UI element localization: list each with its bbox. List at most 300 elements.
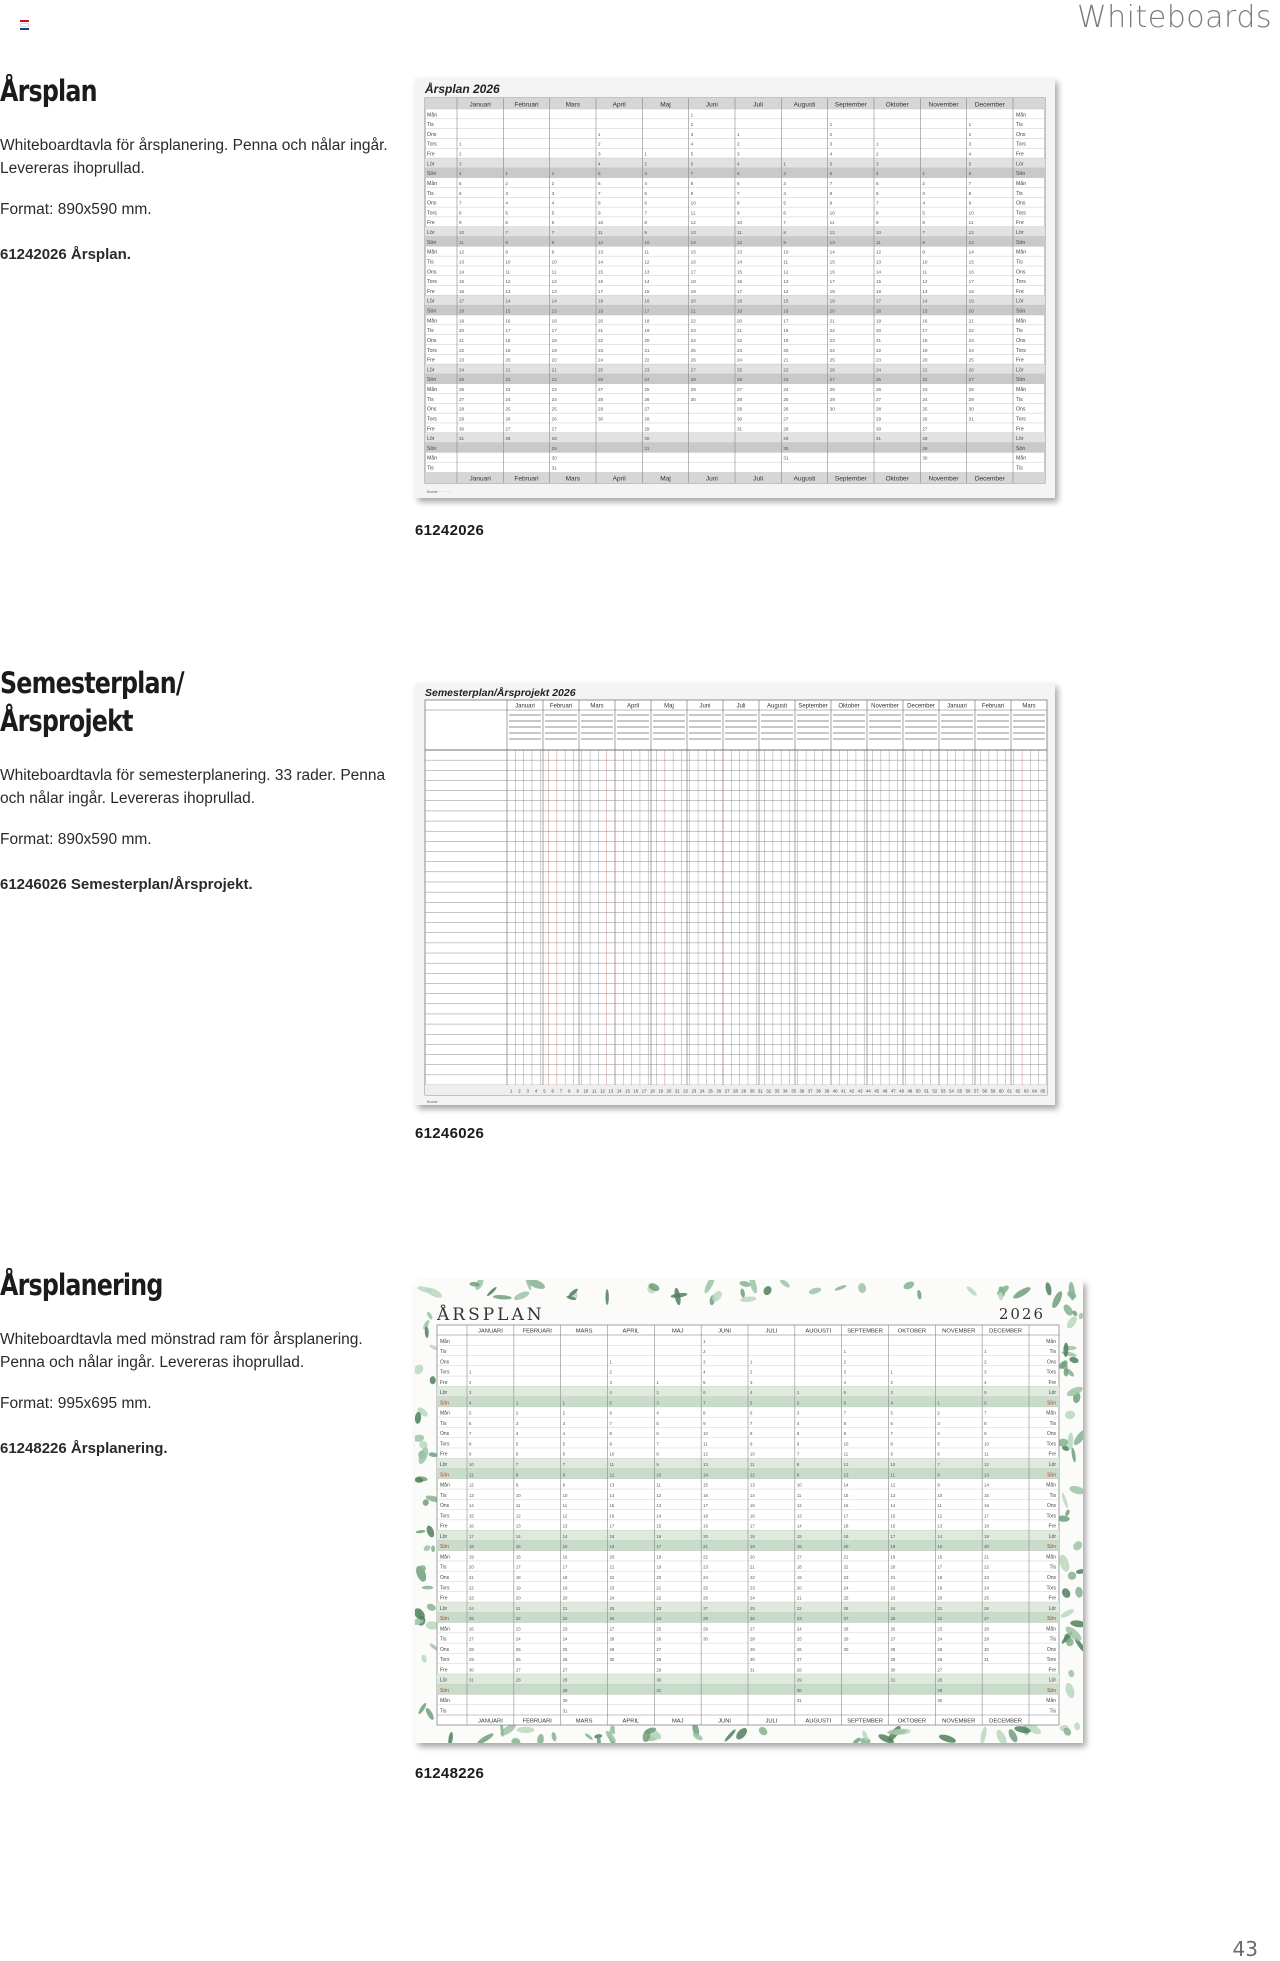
board-label: Tors <box>440 1585 450 1592</box>
board-label: 18 <box>968 288 974 294</box>
board-label: 5 <box>551 210 555 216</box>
board-label: 16 <box>937 1554 943 1560</box>
board-label: Januari <box>469 475 491 483</box>
board-label: Oktober <box>885 101 909 109</box>
board-label: Ons <box>1016 406 1026 413</box>
board-label: 4 <box>876 171 879 177</box>
board-label: 6 <box>644 200 647 206</box>
board-label: 20 <box>737 318 743 324</box>
board-label: 15 <box>505 308 511 314</box>
board-label: 64 <box>1032 1088 1037 1094</box>
board-label: Lör <box>440 1390 448 1397</box>
board-label: 19 <box>515 1585 521 1591</box>
board-label: 15 <box>703 1482 708 1488</box>
board-label: 29 <box>741 1088 747 1094</box>
board-label: Mån <box>1016 387 1027 394</box>
board-label: 25 <box>609 1605 615 1611</box>
board-label: 60 <box>998 1088 1004 1094</box>
board-label: 5 <box>783 200 786 206</box>
board-label: 22 <box>644 357 650 363</box>
board-label: 25 <box>469 1616 474 1622</box>
board-label: Maj <box>660 101 671 109</box>
board-label: 22 <box>551 377 557 383</box>
board-label: 19 <box>796 1574 802 1580</box>
board-label: 1 <box>968 122 972 128</box>
board-label: 30 <box>843 1646 849 1652</box>
board-label: 5 <box>598 171 601 177</box>
board-label: Ons <box>427 200 437 207</box>
board-label: 31 <box>562 1708 568 1714</box>
board-label: 9 <box>937 1482 940 1488</box>
board-label: 5 <box>937 1441 940 1447</box>
board-label: 17 <box>737 288 743 294</box>
board-label: 1 <box>783 161 786 167</box>
board-label: 1 <box>551 171 555 177</box>
board-label: 10 <box>583 1088 589 1094</box>
board-label: 3 <box>703 1359 706 1365</box>
week-info <box>689 738 721 740</box>
board-label: JULI <box>765 1328 778 1335</box>
board-label: 28 <box>609 1636 615 1642</box>
board-label: Mån <box>440 1698 450 1705</box>
board-label: 15 <box>737 269 743 275</box>
board-label: Tis <box>1016 328 1023 335</box>
board-label: 13 <box>783 279 789 285</box>
board-label: 5 <box>459 180 462 186</box>
week-info <box>761 726 793 728</box>
board-label: 19 <box>459 318 465 324</box>
board-label: Oktober <box>885 475 909 483</box>
board-label: 12 <box>469 1482 474 1488</box>
board-label: 20 <box>469 1564 474 1570</box>
board-label: 12 <box>609 1472 615 1478</box>
board-label: 24 <box>843 1585 849 1591</box>
board-label: 25 <box>505 406 511 412</box>
board-label: 6 <box>690 161 694 167</box>
board-label: Augusti <box>793 101 816 109</box>
board-label: 3 <box>690 131 694 137</box>
board-label: 48 <box>899 1088 904 1094</box>
board-label: 27 <box>656 1646 662 1652</box>
board-label: 3 <box>598 151 601 157</box>
board-label: 10 <box>843 1441 849 1447</box>
board-label: 22 <box>469 1585 474 1591</box>
board-label: Semesterplan/Årsprojekt 2026 <box>425 687 576 699</box>
board-label: 16 <box>469 1523 474 1529</box>
week-info <box>581 720 613 722</box>
board-label: 11 <box>937 1503 942 1509</box>
board-label: Mån <box>427 180 438 187</box>
board-label: 15 <box>783 298 789 304</box>
board-label: 4 <box>469 1400 472 1406</box>
board-label: 29 <box>783 436 789 442</box>
board-label: 8 <box>562 1472 566 1478</box>
board-label: 27 <box>644 406 650 412</box>
board-label: 17 <box>783 318 789 324</box>
board-label: Lör <box>1048 1533 1056 1540</box>
board-label: 13 <box>598 249 604 255</box>
board-label: 16 <box>505 318 511 324</box>
board-label: 17 <box>937 1564 943 1570</box>
board-label: 10 <box>469 1462 474 1468</box>
board-label: Lör <box>1016 230 1024 237</box>
board-label: 6 <box>703 1390 706 1396</box>
board-label: 16 <box>656 1533 662 1539</box>
board-label: 24 <box>890 1605 896 1611</box>
board-label: 27 <box>609 1626 615 1632</box>
board-label: 29 <box>644 426 650 432</box>
board-label: 10 <box>796 1482 802 1488</box>
board-label: 2 <box>515 1410 519 1416</box>
board-label: Oktober <box>838 703 860 710</box>
board-label: 10 <box>562 1492 568 1498</box>
board-label: 24 <box>656 1616 662 1622</box>
board-label: 15 <box>598 269 604 275</box>
board-label: Tors <box>440 1513 450 1520</box>
board-label: 7 <box>843 1410 847 1416</box>
board-label: 14 <box>876 269 882 275</box>
board-label: 8 <box>459 210 462 216</box>
board-label: 15 <box>937 1544 943 1550</box>
board-label: Lör <box>427 230 435 237</box>
week-info <box>761 714 793 716</box>
board-label: 2 <box>984 1359 987 1365</box>
board-label: 21 <box>783 357 789 363</box>
page-number: 43 <box>1232 1937 1258 1961</box>
board-label: 14 <box>922 298 928 304</box>
board-label: 16 <box>796 1544 802 1550</box>
board-label: Sön <box>427 445 437 452</box>
board-label: 28 <box>656 1657 662 1663</box>
week-info <box>869 720 901 722</box>
board-label: 31 <box>750 1667 755 1673</box>
week-info <box>1013 714 1045 716</box>
board-label: 27 <box>984 1616 989 1622</box>
board-label: 14 <box>515 1533 521 1539</box>
board-label: 1 <box>890 1369 893 1375</box>
board-label: 20 <box>515 1595 521 1601</box>
board-label: 9 <box>469 1451 472 1457</box>
board-label: 4 <box>783 190 786 196</box>
board-label: 8 <box>968 190 972 196</box>
board-label: 24 <box>609 1595 615 1601</box>
board-label: 14 <box>796 1523 802 1529</box>
board-label: Fre <box>427 151 435 158</box>
board-label: 24 <box>876 367 882 373</box>
week-info <box>833 738 865 740</box>
board-label: 5 <box>750 1400 753 1406</box>
board-label: 7 <box>984 1410 987 1416</box>
board-label: 1 <box>937 1400 940 1406</box>
board-label: 2 <box>598 141 601 147</box>
board-label: 29 <box>690 387 696 393</box>
board-label: 4 <box>562 1431 566 1437</box>
board-label: 16 <box>922 318 928 324</box>
board-label: 2 <box>783 171 786 177</box>
board-label: 22 <box>783 367 789 373</box>
board-label: Tis <box>1049 1564 1056 1571</box>
board-label: 22 <box>843 1564 849 1570</box>
board-label: 19 <box>829 298 835 304</box>
board-label: 6 <box>843 1400 847 1406</box>
board-label: 27 <box>551 426 557 432</box>
board-label: Ons <box>440 1503 450 1510</box>
board-label: 28 <box>459 406 465 412</box>
board-label: 15 <box>625 1088 630 1094</box>
board-label: 15 <box>562 1544 568 1550</box>
board-label: 57 <box>974 1088 979 1094</box>
board-label: 20 <box>937 1595 943 1601</box>
board-grid <box>425 700 1047 1095</box>
board-label: 22 <box>609 1574 615 1580</box>
board-label: 15 <box>644 288 650 294</box>
board-label: 17 <box>829 279 835 285</box>
board-label: 17 <box>703 1503 708 1509</box>
board-label: 8 <box>551 239 555 245</box>
board-label: Sön <box>427 171 437 178</box>
board-label: 6 <box>783 210 786 216</box>
board-label: 21 <box>505 367 511 373</box>
board-label: NOVEMBER <box>942 1718 976 1725</box>
board-label: Fre <box>440 1379 448 1386</box>
board-label: 25 <box>783 396 789 402</box>
board-label: Tors <box>1046 1657 1056 1664</box>
board-label: JULI <box>765 1718 778 1725</box>
board-label: Fre <box>1016 220 1024 227</box>
board-label: Tis <box>1016 465 1023 472</box>
board-label: 8 <box>690 180 694 186</box>
board-label: 24 <box>796 1626 802 1632</box>
board-label: Tors <box>1016 141 1026 148</box>
board-label: 4 <box>609 1390 612 1396</box>
board-label: 1 <box>505 171 508 177</box>
board-label: Fre <box>1016 357 1024 364</box>
board-label: 23 <box>656 1605 662 1611</box>
board-label: 18 <box>650 1088 655 1094</box>
board-label: 26 <box>937 1657 943 1663</box>
board-label: 23 <box>598 347 604 353</box>
board-label: 20 <box>843 1544 849 1550</box>
board-label: 19 <box>703 1523 708 1529</box>
board-label: 4 <box>796 1420 800 1426</box>
board-label: Tors <box>427 347 437 354</box>
board-label: 26 <box>968 367 974 373</box>
board-label: 10 <box>890 1462 896 1468</box>
board-label: 2 <box>703 1349 706 1355</box>
board-label: 10 <box>459 230 465 236</box>
board-label: 6 <box>829 171 833 177</box>
board-label: 3 <box>644 171 647 177</box>
board-label: 8 <box>469 1441 472 1447</box>
board-label: 26 <box>515 1657 521 1663</box>
board-label: 9 <box>968 200 972 206</box>
board-label: Lör <box>1048 1605 1056 1612</box>
board-label: 36 <box>799 1088 805 1094</box>
board-label: 24 <box>984 1585 989 1591</box>
board-label: 11 <box>551 269 557 275</box>
board-label: 14 <box>890 1503 896 1509</box>
board-label: 18 <box>890 1544 896 1550</box>
board-label: 6 <box>656 1431 659 1437</box>
board-label: 12 <box>562 1513 568 1519</box>
board-label: Tis <box>1049 1708 1056 1715</box>
board-label: 30 <box>562 1698 568 1704</box>
board-label: 19 <box>937 1585 943 1591</box>
board-label: 11 <box>783 259 789 265</box>
board-label: 32 <box>766 1088 772 1094</box>
board-label: 26 <box>843 1605 849 1611</box>
board-label: 30 <box>459 426 465 432</box>
board-label: 19 <box>551 347 557 353</box>
board-label: 7 <box>890 1431 893 1437</box>
week-info <box>581 714 613 716</box>
board-label: Ons <box>427 269 437 276</box>
board-label: 30 <box>876 426 882 432</box>
board-label: 14 <box>703 1472 708 1478</box>
board-label: 2 <box>937 1410 940 1416</box>
board-label: Lör <box>1048 1390 1056 1397</box>
board-label: November <box>928 101 959 109</box>
board-label: 17 <box>876 298 882 304</box>
board-label: 4 <box>984 1379 987 1385</box>
board-label: 30 <box>937 1698 943 1704</box>
week-info <box>833 714 865 716</box>
board-label: 13 <box>469 1492 474 1498</box>
week-info <box>1013 732 1045 734</box>
board-label: 28 <box>733 1088 738 1094</box>
week-info <box>725 726 757 728</box>
board-label: Sön <box>1047 1472 1056 1479</box>
board-label: 27 <box>724 1088 730 1094</box>
board-label: 12 <box>783 269 789 275</box>
week-info <box>581 726 613 728</box>
board-label: 23 <box>505 387 511 393</box>
board-label: 11 <box>890 1472 895 1478</box>
board-label: 19 <box>690 288 696 294</box>
board-label: 6 <box>505 220 508 226</box>
board-label: Ons <box>1016 200 1026 207</box>
week-info <box>509 726 541 728</box>
board-label: 15 <box>876 279 882 285</box>
board-label: 2 <box>876 151 879 157</box>
board-label: 12 <box>703 1451 708 1457</box>
board-label: Tors <box>1016 416 1026 423</box>
week-info <box>761 720 793 722</box>
board-label: 14 <box>829 249 835 255</box>
board-label: 26 <box>656 1636 662 1642</box>
board-label: Sön <box>1047 1400 1056 1407</box>
board-label: 30 <box>749 1088 755 1094</box>
board-label: 25 <box>598 367 604 373</box>
board-label: 21 <box>551 367 557 373</box>
board-label: 27 <box>843 1616 849 1622</box>
board-label: 16 <box>551 318 557 324</box>
board-label: Fre <box>440 1523 448 1530</box>
board-label: Tis <box>1049 1636 1056 1643</box>
board-label: Mån <box>427 318 438 325</box>
board-label: Lör <box>440 1462 448 1469</box>
board-label: 31 <box>551 465 557 471</box>
board-label: 1 <box>562 1400 566 1406</box>
board-label: 26 <box>469 1626 474 1632</box>
board-label: 10 <box>515 1492 521 1498</box>
board-label: Mars <box>565 475 581 483</box>
board-label: 14 <box>505 298 511 304</box>
board-label: 9 <box>656 1462 659 1468</box>
board-label: 16 <box>703 1492 708 1498</box>
board-label: 8 <box>505 239 508 245</box>
board-label: Sön <box>1016 239 1026 246</box>
week-info <box>761 738 793 740</box>
board-label: 1 <box>984 1349 987 1355</box>
board-label: 5 <box>984 1390 987 1396</box>
board-label: 9 <box>737 210 740 216</box>
board-label: November <box>928 475 959 483</box>
board-label: 20 <box>644 337 650 343</box>
board-label: 4 <box>750 1390 753 1396</box>
board-label: 9 <box>890 1451 893 1457</box>
product-arsplanering <box>0 1266 400 1478</box>
board-label: 23 <box>690 328 696 334</box>
board-label: 4 <box>515 1431 519 1437</box>
board-label: Sön <box>1047 1616 1056 1623</box>
board-label: 6 <box>598 180 601 186</box>
board-label: 11 <box>505 269 511 275</box>
board-label: 3 <box>526 1088 529 1094</box>
leaf-decoration <box>422 1586 434 1590</box>
board-label: 22 <box>829 328 835 334</box>
board-label: Ons <box>1016 131 1026 138</box>
arsplan-board-image <box>415 78 1055 498</box>
board-label: November <box>871 703 899 710</box>
week-info <box>653 738 685 740</box>
board-label: 23 <box>469 1595 474 1601</box>
board-label: 52 <box>932 1088 938 1094</box>
board-label: 2 <box>922 180 925 186</box>
board-label: 14 <box>609 1492 615 1498</box>
board-label: 4 <box>656 1410 659 1416</box>
board-label: 28 <box>515 1677 521 1683</box>
board-label: Fre <box>1016 426 1024 433</box>
board-label: 19 <box>469 1554 474 1560</box>
board-label: 5 <box>543 1088 546 1094</box>
board-label: December <box>907 703 935 710</box>
board-label: FEBRUARI <box>522 1718 552 1725</box>
week-info <box>1013 720 1045 722</box>
board-label: 12 <box>750 1472 755 1478</box>
board-label: Tis <box>427 122 434 129</box>
board-label: 2 <box>644 161 647 167</box>
board-label: 16 <box>843 1503 849 1509</box>
board-label: 31 <box>796 1698 802 1704</box>
board-label: Sön <box>427 239 437 246</box>
board-label: 28 <box>843 1626 849 1632</box>
board-label: 23 <box>984 1574 989 1580</box>
board-label: 21 <box>968 318 974 324</box>
board-label: 12 <box>829 230 835 236</box>
board-label: 25 <box>876 377 882 383</box>
board-label: 3 <box>656 1400 659 1406</box>
board-label: 14 <box>562 1533 568 1539</box>
board-label: Fre <box>1048 1595 1056 1602</box>
board-label: 25 <box>937 1646 943 1652</box>
board-label: 14 <box>469 1503 474 1509</box>
board-label: 10 <box>644 239 650 245</box>
board-label: 14 <box>551 298 557 304</box>
board-label: Mån <box>440 1410 450 1417</box>
board-label: 23 <box>937 1626 943 1632</box>
board-label: 21 <box>937 1605 943 1611</box>
